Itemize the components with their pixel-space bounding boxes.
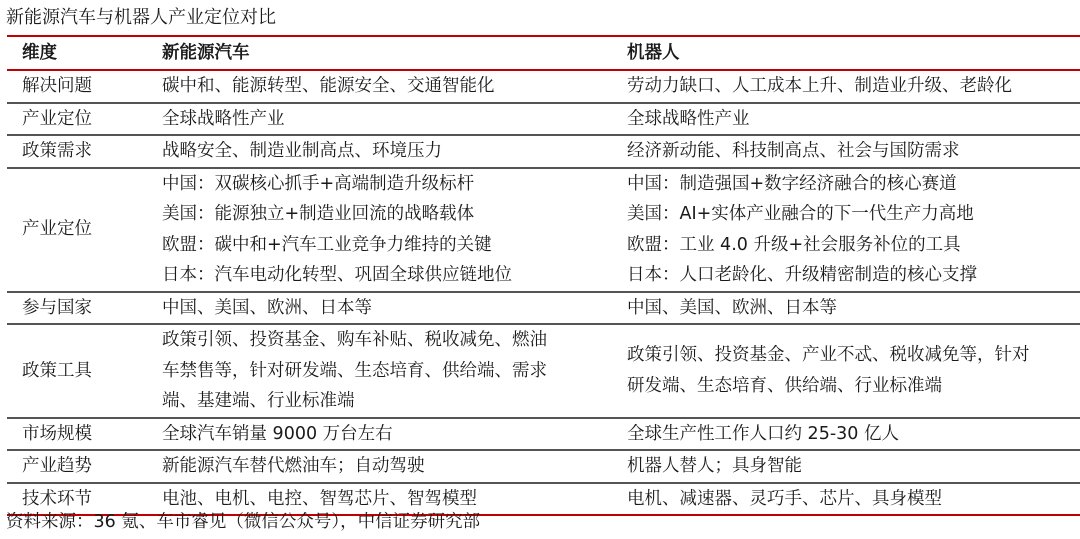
table-row bbox=[7, 70, 1080, 103]
dimension-cell bbox=[7, 292, 162, 325]
cell-text-line: 劳动力缺口、人工成本上升、制造业升级、老龄化 bbox=[627, 76, 1012, 96]
cell-text-line: 研发端、生态培育、供给端、行业标准端 bbox=[627, 375, 942, 396]
cell-text-line: 电池、电机、电控、智驾芯片、智驾模型 bbox=[162, 488, 477, 509]
cell-text-line: 政策引领、投资基金、购车补贴、税收减免、燃油 bbox=[162, 330, 547, 350]
dimension-cell bbox=[7, 135, 162, 168]
table-row bbox=[7, 103, 1080, 136]
dimension-label: 市场规模 bbox=[22, 423, 92, 444]
dimension-cell bbox=[7, 418, 162, 451]
table-title: 新能源汽车与机器人产业定位对比 bbox=[6, 7, 276, 28]
cell-text-line: 欧盟：碳中和+汽车工业竞争力维持的关键 bbox=[162, 234, 492, 255]
robot-cell bbox=[627, 103, 1080, 136]
dimension-label: 参与国家 bbox=[22, 297, 92, 318]
dimension-cell bbox=[7, 70, 162, 103]
ev-cell bbox=[162, 103, 627, 136]
cell-text-line: 碳中和、能源转型、能源安全、交通智能化 bbox=[162, 76, 495, 96]
source-note: 资料来源：36 氪、车市睿见（微信公众号），中信证券研究部 bbox=[6, 512, 481, 532]
cell-text-line: 机器人替人；具身智能 bbox=[627, 456, 802, 476]
header-ev: 新能源汽车 bbox=[162, 42, 250, 63]
table-row bbox=[7, 418, 1080, 451]
cell-text-line: 全球战略性产业 bbox=[627, 108, 750, 129]
table-row bbox=[7, 324, 1080, 418]
header-dimension: 维度 bbox=[22, 42, 57, 63]
cell-text-line: 欧盟：工业 4.0 升级+社会服务补位的工具 bbox=[627, 234, 961, 255]
cell-text-line: 中国、美国、欧洲、日本等 bbox=[627, 297, 837, 318]
ev-cell bbox=[162, 450, 627, 483]
dimension-cell bbox=[7, 324, 162, 418]
cell-text-line: 端、基建端、行业标准端 bbox=[162, 391, 355, 411]
cell-text-line: 全球汽车销量 9000 万台左右 bbox=[162, 423, 393, 444]
dimension-label: 产业定位 bbox=[22, 219, 92, 240]
table-row bbox=[7, 450, 1080, 483]
cell-text-line: 美国：AI+实体产业融合的下一代生产力高地 bbox=[627, 204, 974, 224]
table-row bbox=[7, 135, 1080, 168]
robot-cell bbox=[627, 135, 1080, 168]
cell-text-line: 战略安全、制造业制高点、环境压力 bbox=[162, 141, 442, 161]
ev-cell bbox=[162, 418, 627, 451]
robot-cell bbox=[627, 292, 1080, 325]
ev-cell bbox=[162, 135, 627, 168]
ev-cell bbox=[162, 324, 627, 418]
dimension-label: 技术环节 bbox=[22, 488, 92, 509]
dimension-label: 产业趋势 bbox=[22, 456, 92, 476]
dimension-label: 解决问题 bbox=[22, 76, 92, 96]
cell-text-line: 中国：双碳核心抓手+高端制造升级标杆 bbox=[162, 173, 475, 194]
robot-cell bbox=[627, 70, 1080, 103]
robot-cell bbox=[627, 483, 1080, 516]
cell-text-line: 日本：汽车电动化转型、巩固全球供应链地位 bbox=[162, 265, 512, 285]
header-robot: 机器人 bbox=[627, 42, 680, 63]
dimension-cell bbox=[7, 450, 162, 483]
robot-cell bbox=[627, 418, 1080, 451]
cell-text-line: 新能源汽车替代燃油车；自动驾驶 bbox=[162, 456, 425, 476]
table-row bbox=[7, 168, 1080, 292]
cell-text-line: 全球战略性产业 bbox=[162, 108, 285, 129]
cell-text-line: 中国、美国、欧洲、日本等 bbox=[162, 297, 372, 318]
robot-cell bbox=[627, 324, 1080, 418]
cell-text-line: 经济新动能、科技制高点、社会与国防需求 bbox=[627, 141, 960, 161]
dimension-cell bbox=[7, 168, 162, 292]
cell-text-line: 中国：制造强国+数字经济融合的核心赛道 bbox=[627, 173, 957, 194]
cell-text-line: 美国：能源独立+制造业回流的战略载体 bbox=[162, 204, 475, 224]
robot-cell bbox=[627, 168, 1080, 292]
dimension-label: 产业定位 bbox=[22, 108, 92, 129]
comparison-table bbox=[7, 35, 1080, 516]
cell-text-line: 电机、减速器、灵巧手、芯片、具身模型 bbox=[627, 488, 942, 509]
dimension-label: 政策工具 bbox=[22, 360, 92, 381]
dimension-label: 政策需求 bbox=[22, 141, 92, 161]
ev-cell bbox=[162, 292, 627, 325]
robot-cell bbox=[627, 450, 1080, 483]
table-row bbox=[7, 292, 1080, 325]
ev-cell bbox=[162, 70, 627, 103]
dimension-cell bbox=[7, 103, 162, 136]
cell-text-line: 日本：人口老龄化、升级精密制造的核心支撑 bbox=[627, 265, 977, 285]
cell-text-line: 车禁售等，针对研发端、生态培育、供给端、需求 bbox=[162, 360, 547, 381]
table-header-row bbox=[7, 36, 1080, 70]
cell-text-line: 全球生产性工作人口约 25-30 亿人 bbox=[627, 423, 899, 444]
ev-cell bbox=[162, 168, 627, 292]
cell-text-line: 政策引领、投资基金、产业不忒、税收减免等，针对 bbox=[627, 345, 1030, 366]
